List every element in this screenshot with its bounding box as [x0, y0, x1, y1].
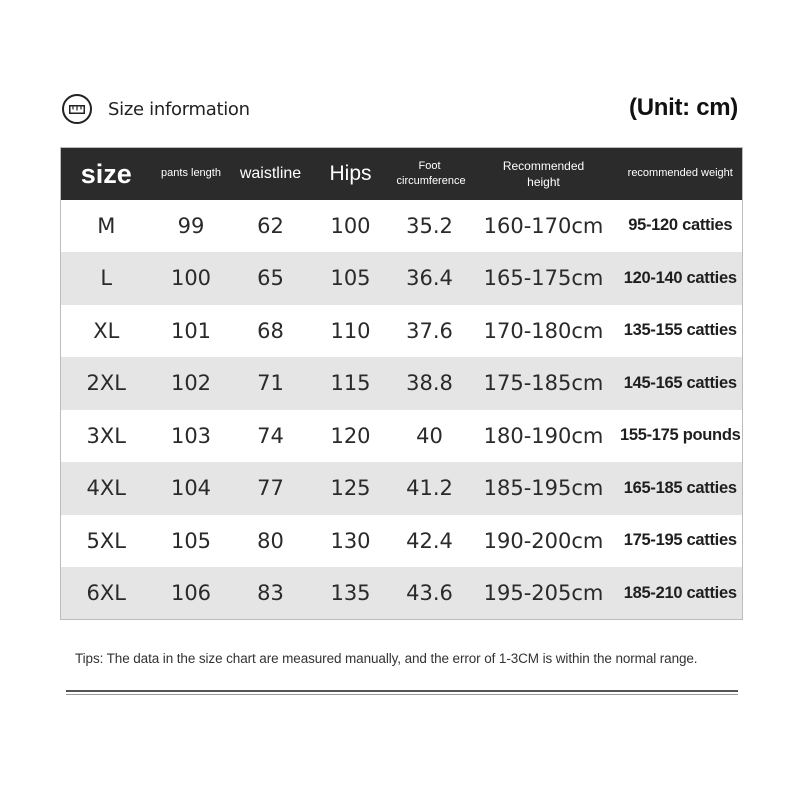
cell-waistline: 74 — [257, 423, 284, 448]
cell-hips: 115 — [330, 371, 371, 396]
cell-pants-length: 105 — [170, 528, 212, 553]
cell-pants-length: 102 — [170, 371, 212, 396]
cell-size: M — [97, 213, 116, 238]
cell-size: 3XL — [86, 423, 126, 448]
cell-pants-length: 106 — [170, 581, 212, 605]
cell-pants-length: 99 — [177, 213, 205, 238]
cell-recommended-height: 170-180cm — [483, 318, 604, 343]
col-header-waistline: waistline — [239, 164, 302, 182]
cell-size: 5XL — [86, 528, 126, 553]
cell-foot-circumference: 40 — [416, 423, 443, 448]
cell-pants-length: 100 — [170, 266, 212, 291]
col-header-foot-circumference — [391, 148, 469, 200]
col-header-recommended-weight: recommended weight — [627, 167, 733, 180]
cell-foot-circumference: 43.6 — [406, 581, 453, 605]
cell-size: 2XL — [86, 371, 126, 396]
cell-hips: 100 — [330, 213, 371, 238]
cell-waistline: 83 — [257, 581, 284, 605]
table-body — [61, 200, 743, 620]
unit-label: (Unit: cm) — [629, 94, 738, 121]
col-header-pants-length: pants length — [161, 167, 221, 180]
cell-hips: 110 — [330, 318, 371, 343]
table-row — [61, 200, 743, 253]
cell-hips: 125 — [330, 476, 371, 501]
cell-size: 6XL — [86, 581, 126, 605]
table-row — [61, 357, 743, 410]
cell-foot-circumference: 41.2 — [406, 476, 453, 501]
cell-recommended-height: 185-195cm — [483, 476, 604, 501]
cell-hips: 135 — [330, 581, 371, 605]
divider-line — [66, 690, 738, 692]
cell-recommended-height: 175-185cm — [483, 371, 604, 396]
cell-recommended-height: 165-175cm — [483, 266, 604, 291]
recommended-height-label: Recommended height — [502, 158, 585, 189]
table-row — [61, 567, 743, 620]
size-chart-table — [60, 147, 743, 620]
cell-foot-circumference: 35.2 — [406, 213, 453, 238]
col-header-size: size — [80, 158, 132, 189]
divider-line-thin — [66, 694, 738, 695]
cell-recommended-height: 180-190cm — [483, 423, 604, 448]
cell-recommended-weight: 155-175 pounds — [619, 426, 741, 445]
cell-recommended-height: 160-170cm — [483, 213, 604, 238]
cell-recommended-weight: 145-165 catties — [623, 373, 737, 392]
table-header-row — [61, 148, 743, 200]
cell-pants-length: 104 — [170, 476, 212, 501]
cell-recommended-height: 190-200cm — [483, 528, 604, 553]
table-row — [61, 305, 743, 358]
size-info-header — [62, 92, 738, 128]
size-info-title: Size information — [108, 99, 250, 120]
cell-size: 4XL — [86, 476, 126, 501]
cell-pants-length: 101 — [170, 318, 212, 343]
cell-size: XL — [93, 318, 120, 343]
cell-foot-circumference: 38.8 — [406, 371, 453, 396]
cell-waistline: 65 — [257, 266, 284, 291]
cell-hips: 105 — [330, 266, 371, 291]
cell-recommended-weight: 120-140 catties — [623, 268, 737, 287]
cell-recommended-weight: 185-210 catties — [623, 583, 737, 602]
cell-pants-length: 103 — [170, 423, 212, 448]
cell-waistline: 68 — [257, 318, 284, 343]
ruler-icon — [62, 94, 92, 124]
table-row — [61, 462, 743, 515]
cell-recommended-weight: 175-195 catties — [623, 531, 737, 550]
cell-recommended-weight: 135-155 catties — [623, 321, 737, 340]
cell-recommended-weight: 95-120 catties — [628, 216, 733, 235]
cell-hips: 120 — [330, 423, 371, 448]
cell-waistline: 62 — [257, 213, 284, 238]
cell-size: L — [100, 266, 113, 291]
col-header-hips: Hips — [329, 161, 372, 185]
cell-hips: 130 — [330, 528, 371, 553]
tips-note: Tips: The data in the size chart are measured manually, and the error of 1-3CM is within the normal range. — [75, 651, 698, 666]
cell-foot-circumference: 37.6 — [406, 318, 453, 343]
col-header-recommended-height — [469, 148, 619, 200]
foot-circumference-label: Foot circumference — [396, 159, 466, 187]
cell-foot-circumference: 42.4 — [406, 528, 453, 553]
cell-recommended-height: 195-205cm — [483, 581, 604, 605]
cell-foot-circumference: 36.4 — [406, 266, 453, 291]
cell-waistline: 71 — [257, 371, 284, 396]
cell-waistline: 77 — [257, 476, 284, 501]
table-row — [61, 252, 743, 305]
table-row — [61, 410, 743, 463]
cell-waistline: 80 — [257, 528, 284, 553]
table-row — [61, 515, 743, 568]
cell-recommended-weight: 165-185 catties — [623, 478, 737, 497]
